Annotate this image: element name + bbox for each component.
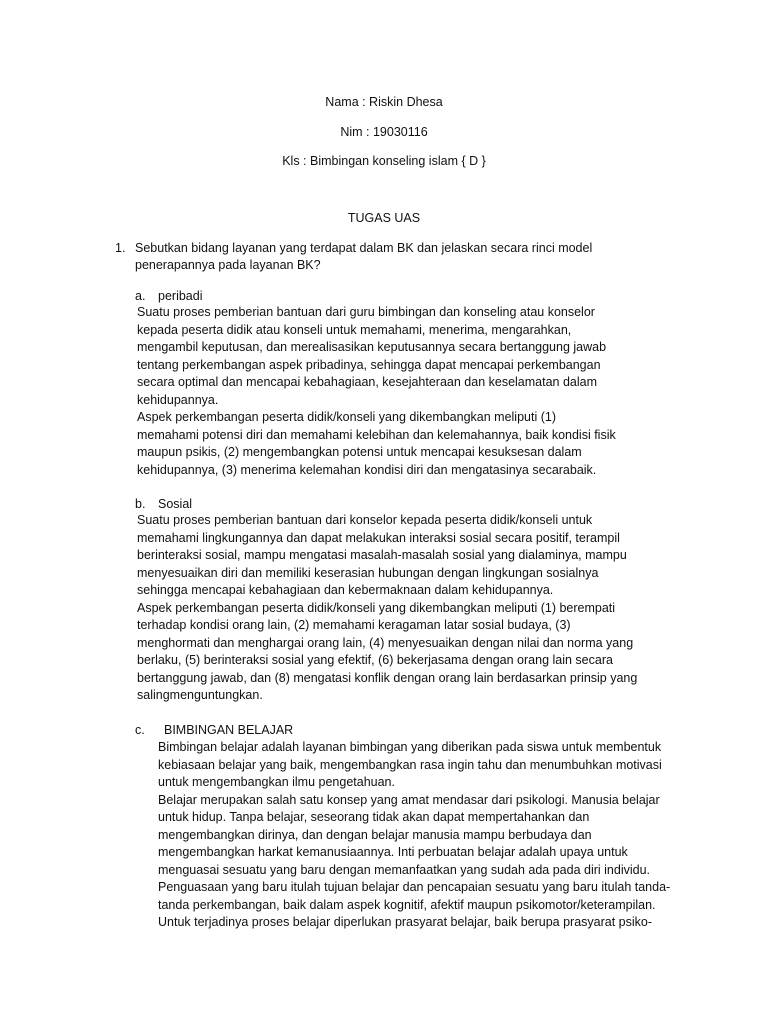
document-title: TUGAS UAS — [347, 211, 421, 225]
question-number: 1. — [115, 241, 126, 255]
section-title: peribadi — [158, 289, 203, 303]
paragraph-line: menyesuaikan diri dan memiliki keserasian hubungan dengan lingkungan sosialnya — [137, 565, 599, 580]
paragraph-line: tanda perkembangan, baik dalam aspek kognitif, afektif maupun psikomotor/keterampilan. — [158, 897, 656, 912]
paragraph-line: berlaku, (5) berinteraksi sosial yang efektif, (6) bekerjasama dengan orang lain secara — [137, 653, 613, 667]
paragraph-line: Untuk terjadinya proses belajar diperlukan prasyarat belajar, baik berupa prasyarat psiko- — [158, 915, 653, 929]
paragraph-line: maupun psikis, (2) mengembangkan potensi untuk mencapai kesuksesan dalam — [137, 445, 582, 459]
section-letter: a. — [135, 289, 146, 303]
section-paragraph — [137, 512, 637, 705]
paragraph-line: Penguasaan yang baru itulah tujuan belajar dan pencapaian sesuatu yang baru itulah tanda- — [158, 880, 671, 894]
paragraph-line: berinteraksi sosial, mampu mengatasi masalah-masalah sosial yang dialaminya, mampu — [137, 548, 627, 562]
student-class: Kls : Bimbingan konseling islam { D } — [282, 154, 486, 168]
section-title: BIMBINGAN BELAJAR — [164, 723, 294, 737]
paragraph-line: Suatu proses pemberian bantuan dari guru bimbingan dan konseling atau konselor — [137, 305, 595, 319]
paragraph-line: sehingga mencapai kebahagiaan dan kebermaknaan dalam kehidupannya. — [137, 583, 554, 597]
section-title: Sosial — [158, 497, 193, 511]
question-line: Sebutkan bidang layanan yang terdapat dalam BK dan jelaskan secara rinci model — [135, 241, 593, 255]
paragraph-line: untuk mengembangkan ilmu pengetahuan. — [158, 775, 395, 789]
paragraph-line: bertanggung jawab, dan (8) mengatasi konflik dengan orang lain berdasarkan prinsip yang — [137, 670, 638, 685]
paragraph-line: kehidupannya, (3) menerima kelemahan kondisi diri dan mengatasinya secarabaik. — [137, 462, 597, 477]
paragraph-line: terhadap kondisi orang lain, (2) memahami keragaman latar sosial budaya, (3) — [137, 618, 571, 632]
paragraph-line: secara optimal dan mencapai kebahagiaan, kesejahteraan dan keselamatan dalam — [137, 375, 598, 389]
student-nim: Nim : 19030116 — [340, 125, 428, 139]
question-text — [135, 240, 592, 275]
paragraph-line: mengambil keputusan, dan merealisasikan keputusannya secara bertanggung jawab — [137, 340, 607, 354]
section-letter: c. — [135, 723, 145, 737]
section-paragraph — [158, 739, 670, 932]
paragraph-line: menguasai sesuatu yang baru dengan memanfaatkan yang sudah ada pada diri individu. — [158, 862, 651, 877]
paragraph-line: untuk hidup. Tanpa belajar, seseorang tidak akan dapat mempertahankan dan — [158, 810, 590, 824]
student-name: Nama : Riskin Dhesa — [325, 95, 443, 109]
paragraph-line: Bimbingan belajar adalah layanan bimbingan yang diberikan pada siswa untuk membentuk — [158, 740, 662, 754]
paragraph-line: kepada peserta didik atau konseli untuk memahami, menerima, mengarahkan, — [137, 322, 572, 337]
paragraph-line: mengembangkan harkat kemanusiaannya. Inti perbuatan belajar adalah upaya untuk — [158, 845, 628, 859]
paragraph-line: Suatu proses pemberian bantuan dari konselor kepada peserta didik/konseli untuk — [137, 513, 593, 527]
question-line: penerapannya pada layanan BK? — [135, 258, 321, 273]
paragraph-line: kehidupannya. — [137, 392, 219, 407]
paragraph-line: kebiasaan belajar yang baik, mengembangkan rasa ingin tahu dan menumbuhkan motivasi — [158, 757, 662, 772]
section-letter: b. — [135, 497, 146, 511]
paragraph-line: salingmenguntungkan. — [137, 688, 263, 702]
paragraph-line: Aspek perkembangan peserta didik/konseli yang dikembangkan meliputi (1) berempati — [137, 600, 616, 615]
paragraph-line: Aspek perkembangan peserta didik/konseli yang dikembangkan meliputi (1) — [137, 410, 556, 424]
paragraph-line: tentang perkembangan aspek pribadinya, sehingga dapat mencapai perkembangan — [137, 357, 601, 372]
section-paragraph — [137, 304, 616, 479]
paragraph-line: mengembangkan dirinya, dan dengan belajar manusia mampu berbudaya dan — [158, 827, 592, 842]
paragraph-line: memahami lingkungannya dan dapat melakukan interaksi sosial secara positif, terampil — [137, 530, 620, 545]
paragraph-line: memahami potensi diri dan memahami kelebihan dan kelemahannya, baik kondisi fisik — [137, 427, 616, 442]
paragraph-line: Belajar merupakan salah satu konsep yang amat mendasar dari psikologi. Manusia belajar — [158, 792, 660, 807]
paragraph-line: menghormati dan menghargai orang lain, (4) menyesuaikan dengan nilai dan norma yang — [137, 635, 634, 650]
